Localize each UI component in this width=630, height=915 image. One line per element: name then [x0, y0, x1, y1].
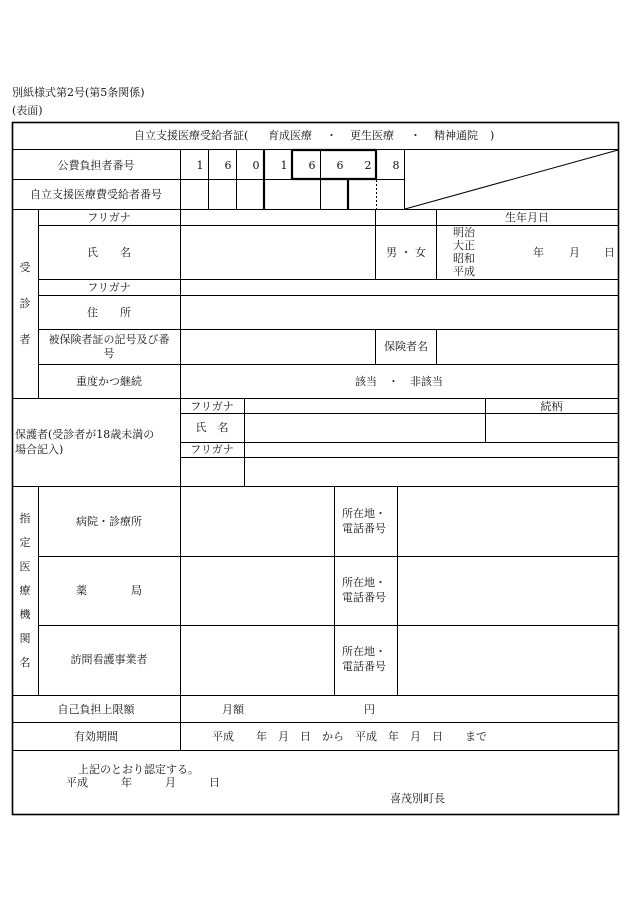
option-ikusei: 育成医療 [268, 129, 312, 142]
institution-section-char: 療 [19, 584, 31, 597]
payer-digit: 6 [336, 159, 344, 172]
public-payer-label: 公費負担者番号 [57, 159, 135, 172]
birth-day-label: 日 [604, 246, 615, 259]
location-label: 所在地・ [342, 507, 386, 520]
patient-furigana2-label: フリガナ [87, 281, 131, 294]
payer-digit: 1 [196, 159, 204, 172]
option-seishin: 精神通院 [434, 129, 478, 142]
guardian-label: 保護者(受診者が18歳未満の [15, 428, 155, 441]
form-title: 自立支援医療受給者証( [134, 129, 249, 142]
patient-section-char: 者 [19, 333, 31, 346]
location-label: 所在地・ [342, 645, 386, 658]
institution-section-char: 関 [19, 632, 31, 645]
option-separator: ・ [326, 129, 337, 142]
payer-digit: 1 [280, 159, 288, 172]
payer-digit: 8 [392, 159, 400, 172]
phone-label: 電話番号 [342, 660, 386, 673]
recipient-number-label: 自立支援医療費受給者番号 [30, 188, 162, 201]
home-nursing-label: 訪問看護事業者 [70, 653, 148, 666]
institution-section-char: 定 [19, 536, 31, 549]
certification-date: 平成 年 月 日 [66, 776, 220, 789]
title-close-paren: ) [490, 129, 495, 142]
copay-limit-label: 自己負担上限額 [57, 703, 135, 716]
institution-section-char: 名 [19, 656, 31, 669]
birth-month-label: 月 [569, 246, 580, 259]
option-kosei: 更生医療 [350, 129, 394, 142]
patient-section-char: 診 [19, 297, 31, 310]
validity-period-value: 平成 年 月 日 から 平成 年 月 日 まで [212, 730, 487, 743]
insurer-name-label: 保険者名 [384, 340, 428, 353]
birth-date-label: 生年月日 [505, 211, 549, 224]
institution-section-char: 機 [19, 608, 31, 621]
location-label: 所在地・ [342, 576, 386, 589]
institution-section-char: 指 [19, 512, 31, 525]
guardian-furigana2-label: フリガナ [190, 443, 234, 456]
severe-continuous-value: 該当 ・ 非該当 [355, 375, 443, 388]
patient-furigana-label: フリガナ [87, 211, 131, 224]
payer-digit: 6 [224, 159, 232, 172]
era-showa: 昭和 [453, 252, 475, 265]
guardian-name-label: 氏 名 [195, 421, 229, 434]
certification-statement: 上記のとおり認定する。 [78, 763, 199, 776]
patient-name-label: 氏 名 [87, 246, 131, 259]
phone-label: 電話番号 [342, 522, 386, 535]
phone-label: 電話番号 [342, 591, 386, 604]
monthly-label: 月額 [222, 703, 244, 716]
hospital-clinic-label: 病院・診療所 [76, 515, 142, 528]
era-heisei: 平成 [453, 265, 475, 278]
guardian-label-cont: 場合記入) [15, 443, 64, 456]
issuer-name: 喜茂別町長 [390, 792, 445, 805]
form-side-label: (表面) [12, 104, 43, 117]
pharmacy-label: 薬 局 [76, 584, 142, 597]
payer-digit: 2 [364, 159, 372, 172]
severe-continuous-label: 重度かつ継続 [76, 375, 142, 388]
guardian-furigana-label: フリガナ [190, 400, 234, 413]
insurance-card-label-cont: 号 [103, 347, 115, 360]
address-label: 住 所 [87, 306, 131, 319]
birth-year-label: 年 [533, 246, 544, 259]
form-number: 別紙様式第2号(第5条関係) [12, 86, 145, 99]
relationship-label: 続柄 [540, 400, 563, 413]
option-separator: ・ [410, 129, 421, 142]
era-meiji: 明治 [453, 226, 475, 239]
institution-section-char: 医 [19, 560, 31, 573]
patient-section-char: 受 [19, 261, 31, 274]
era-taisho: 大正 [453, 239, 475, 252]
insurance-card-label: 被保険者証の記号及び番 [48, 333, 170, 346]
validity-period-label: 有効期間 [74, 730, 118, 743]
yen-label: 円 [364, 703, 375, 716]
payer-digit: 6 [308, 159, 316, 172]
sex-field: 男 ・ 女 [386, 246, 426, 259]
payer-digit: 0 [252, 159, 260, 172]
